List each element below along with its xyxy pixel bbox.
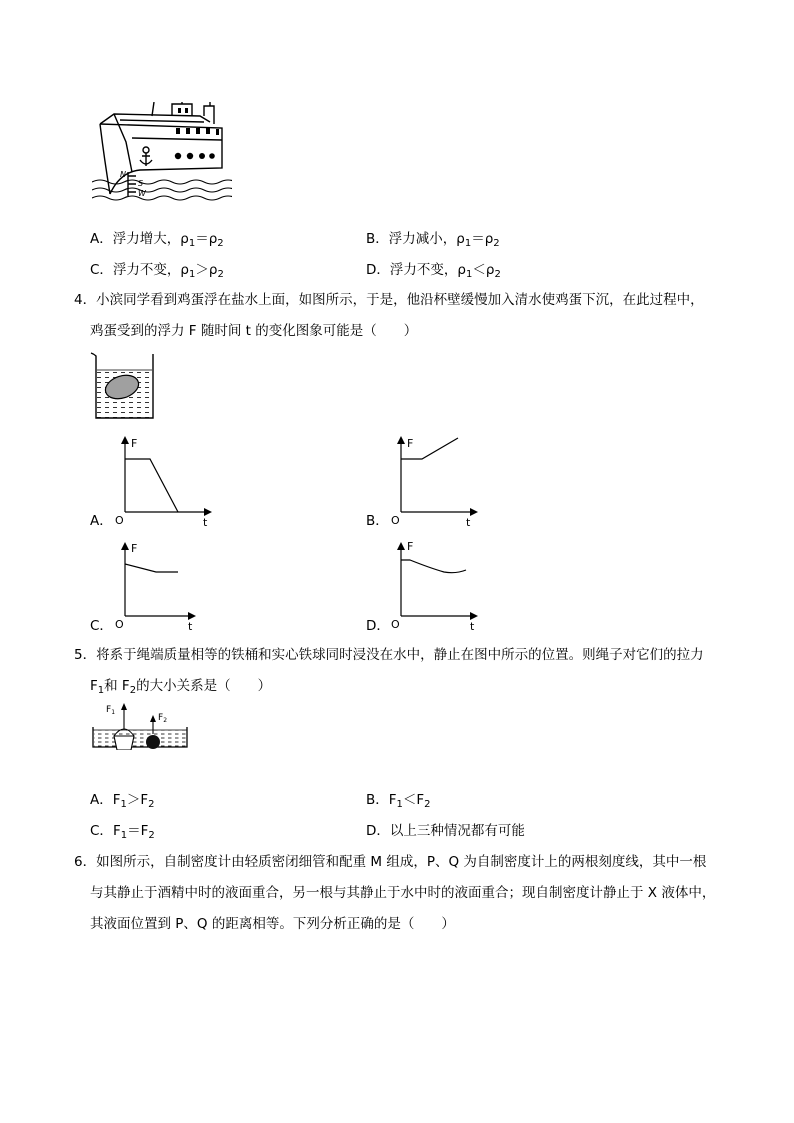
q6-text-line3: 其液面位置到 P、Q 的距离相等。下列分析正确的是（ ） [90, 916, 455, 932]
fig-f1-label: $F_1$ [106, 705, 116, 716]
beaker-egg-figure [88, 350, 160, 422]
q4-graph-b [386, 432, 496, 530]
graph-a-f-label: F [131, 437, 138, 450]
graph-d-origin: O [391, 618, 400, 631]
q4-graph-c [110, 538, 220, 636]
q4-text-line1: 4．小滨同学看到鸡蛋浮在盐水上面，如图所示，于是，他沿杯壁缓慢加入清水使鸡蛋下沉，在此过程中， [74, 292, 704, 308]
ship-label-n: N [120, 170, 126, 179]
graph-d-t-label: t [470, 620, 475, 633]
graph-b-f-label: F [407, 437, 414, 450]
q4-option-b: B． [366, 513, 389, 529]
fig-f2-label: $F_2$ [158, 713, 168, 724]
graph-b-t-label: t [466, 516, 471, 529]
q5-option-b: B．$F_1<F_2$ [366, 792, 431, 810]
graph-b-origin: O [391, 514, 400, 527]
graph-d-f-label: F [407, 540, 414, 553]
q4-graph-a [110, 432, 220, 530]
q3-option-a: A．浮力增大，$\rho_1=\rho_2$ [90, 231, 224, 249]
ship-figure [92, 102, 232, 202]
q3-option-c: C．浮力不变，$\rho_1>\rho_2$ [90, 262, 224, 280]
q4-graph-d [386, 538, 496, 636]
graph-a-origin: O [115, 514, 124, 527]
q5-option-a: A．$F_1>F_2$ [90, 792, 155, 810]
ship-label-w: W [138, 189, 146, 198]
q4-option-d: D． [366, 618, 390, 634]
ship-label-s: S [138, 179, 144, 188]
graph-c-origin: O [115, 618, 124, 631]
graph-a-t-label: t [203, 516, 208, 529]
graph-c-f-label: F [131, 542, 138, 555]
q4-option-c: C． [90, 618, 113, 634]
graph-c-t-label: t [188, 620, 193, 633]
q3-option-b: B．浮力减小，$\rho_1=\rho_2$ [366, 231, 500, 249]
q3-option-d: D．浮力不变，$\rho_1<\rho_2$ [366, 262, 501, 280]
q4-option-a: A． [90, 513, 113, 529]
q5-text-line2: $F_1$和 $F_2$的大小关系是（ ） [90, 678, 272, 696]
q6-text-line1: 6．如图所示，自制密度计由轻质密闭细管和配重 M 组成，P、Q 为自制密度计上的两根刻度线，其中一根 [74, 854, 707, 870]
q5-option-d: D．以上三种情况都有可能 [366, 823, 525, 839]
q5-text-line1: 5．将系于绳端质量相等的铁桶和实心铁球同时浸没在水中，静止在图中所示的位置。则绳子对它们的拉力 [74, 647, 704, 663]
q6-text-line2: 与其静止于酒精中时的液面重合，另一根与其静止于水中时的液面重合；现自制密度计静止于 X 液体中， [90, 885, 716, 901]
q5-option-c: C．$F_1=F_2$ [90, 823, 155, 841]
q4-text-line2: 鸡蛋受到的浮力 F 随时间 t 的变化图象可能是（ ） [90, 323, 418, 339]
bucket-ball-figure [90, 700, 190, 750]
